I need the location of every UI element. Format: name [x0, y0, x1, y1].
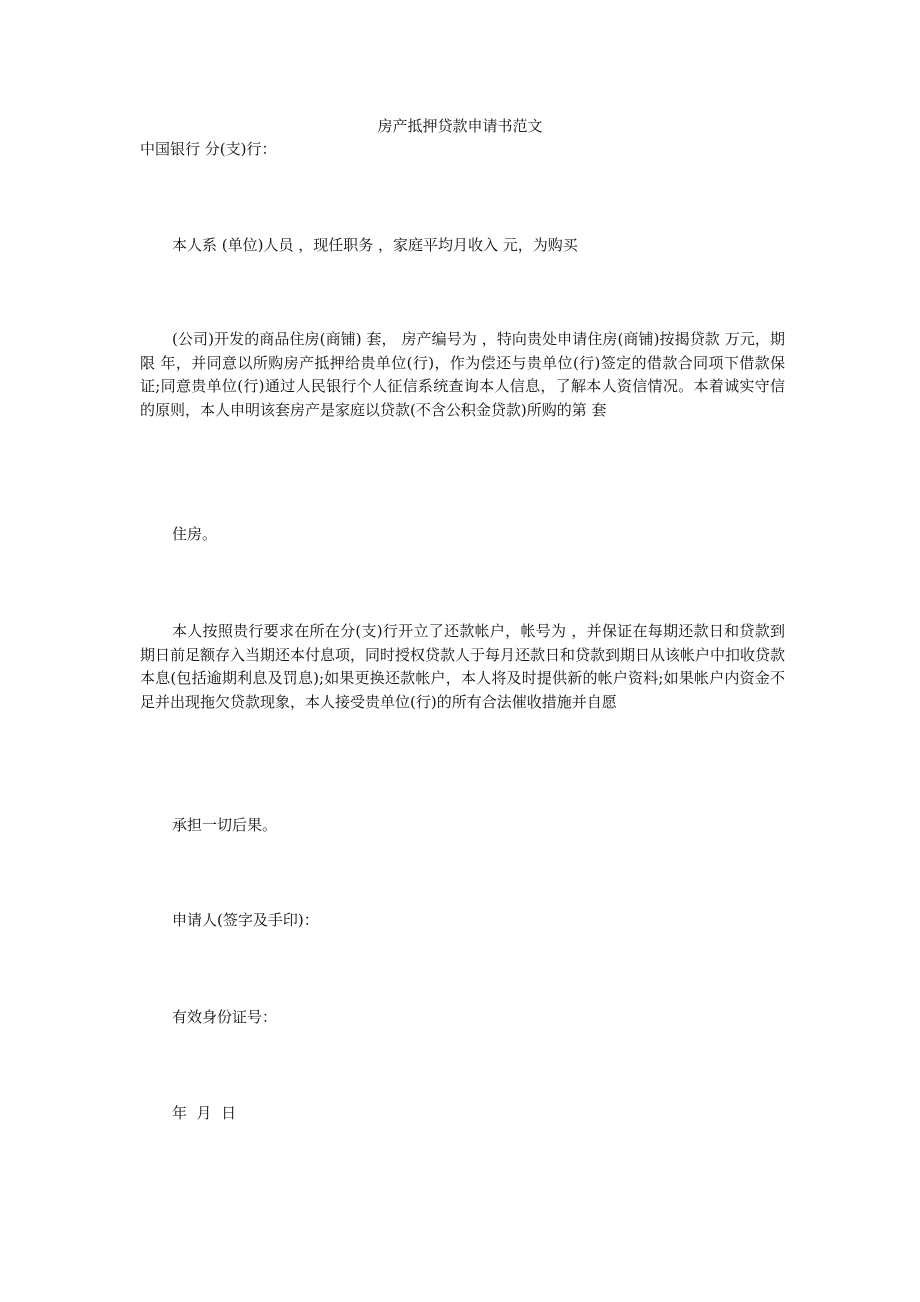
document-title: 房产抵押贷款申请书范文 [377, 117, 543, 135]
paragraph-applicant-info: 本人系 (单位)人员 ，现任职务 ，家庭平均月收入 元，为购买 [172, 236, 578, 254]
paragraph-loan-request: (公司)开发的商品住房(商铺) 套， 房产编号为 ，特向贵处申请住房(商铺)按揭贷款 万元，期限 年，并同意以所购房产抵押给贵单位(行)，作为偿还与贵单位(行)签定的借款合同项下借款保证;同意贵单位(行)通过人民银行个人征信系统查询本人信息，了解本人资信情况。本着诚实守信的原则，本人申明该套房产是家庭以贷款(不含公积金贷款)所购的第 套 [140, 330, 785, 419]
applicant-signature-label: 申请人(签字及手印)： [172, 911, 319, 929]
date-label: 年 月 日 [172, 1104, 237, 1122]
id-number-label: 有效身份证号： [172, 1008, 278, 1026]
paragraph-housing: 住房。 [172, 525, 218, 543]
salutation: 中国银行 分(支)行： [140, 140, 277, 158]
paragraph-repayment-account: 本人按照贵行要求在所在分(支)行开立了还款帐户，帐号为 ，并保证在每期还款日和贷款到期日前足额存入当期还本付息项，同时授权贷款人于每月还款日和贷款到期日从该帐户中扣收贷款本息(包括逾期利息及罚息);如果更换还款帐户，本人将及时提供新的帐户资料;如果帐户内资金不足并出现拖欠贷款现象，本人接受贵单位(行)的所有合法催收措施并自愿 [140, 622, 786, 711]
paragraph-consequences: 承担一切后果。 [172, 816, 278, 834]
